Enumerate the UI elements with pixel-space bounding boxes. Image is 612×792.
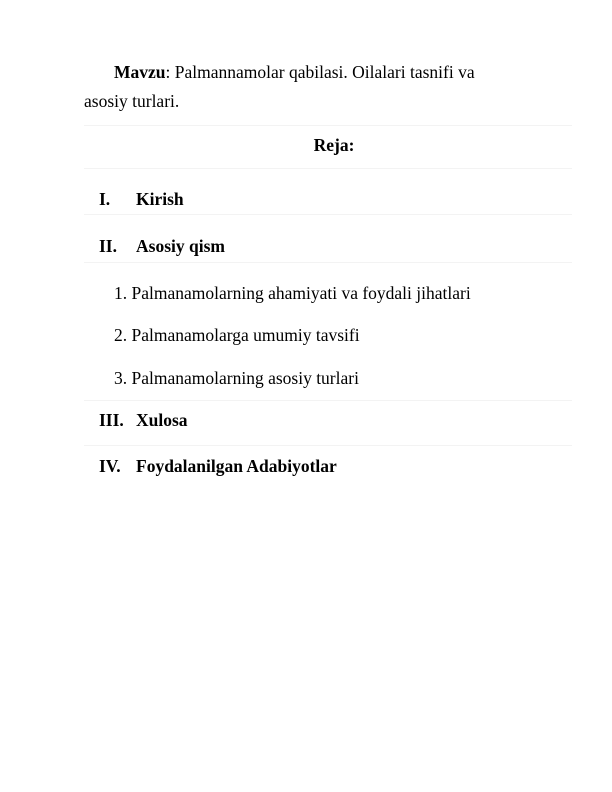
table-border: [84, 214, 572, 215]
outline-numeral: I.: [99, 189, 111, 209]
outline-subitem: 1. Palmanamolarning ahamiyati va foydali jihatlari: [114, 283, 471, 303]
topic-paragraph: [84, 58, 570, 116]
outline-label: Foydalanilgan Adabiyotlar: [136, 456, 337, 476]
topic-separator: :: [165, 62, 171, 82]
topic-text-line2: asosiy turlari.: [84, 91, 180, 111]
outline-item: [99, 409, 188, 431]
table-border: [84, 125, 572, 126]
outline-item: [99, 455, 337, 477]
table-border: [84, 400, 572, 401]
plan-title: [0, 133, 612, 157]
table-border: [84, 168, 572, 169]
outline-subitem: 2. Palmanamolarga umumiy tavsifi: [114, 325, 360, 345]
outline-numeral: III.: [99, 410, 124, 430]
topic-text-line1: Palmannamolar qabilasi. Oilalari tasnifi va: [170, 62, 475, 82]
table-border: [84, 262, 572, 263]
outline-label: Asosiy qism: [136, 236, 225, 256]
outline-label: Kirish: [136, 189, 184, 209]
outline-item: [99, 188, 184, 210]
table-border: [84, 445, 572, 446]
outline-subitem: 3. Palmanamolarning asosiy turlari: [114, 368, 359, 388]
topic-label: Mavzu: [114, 62, 166, 82]
plan-title-text: Reja:: [313, 135, 355, 155]
outline-numeral: II.: [99, 236, 117, 256]
outline-numeral: IV.: [99, 456, 121, 476]
outline-item: [99, 235, 225, 257]
outline-label: Xulosa: [136, 410, 188, 430]
